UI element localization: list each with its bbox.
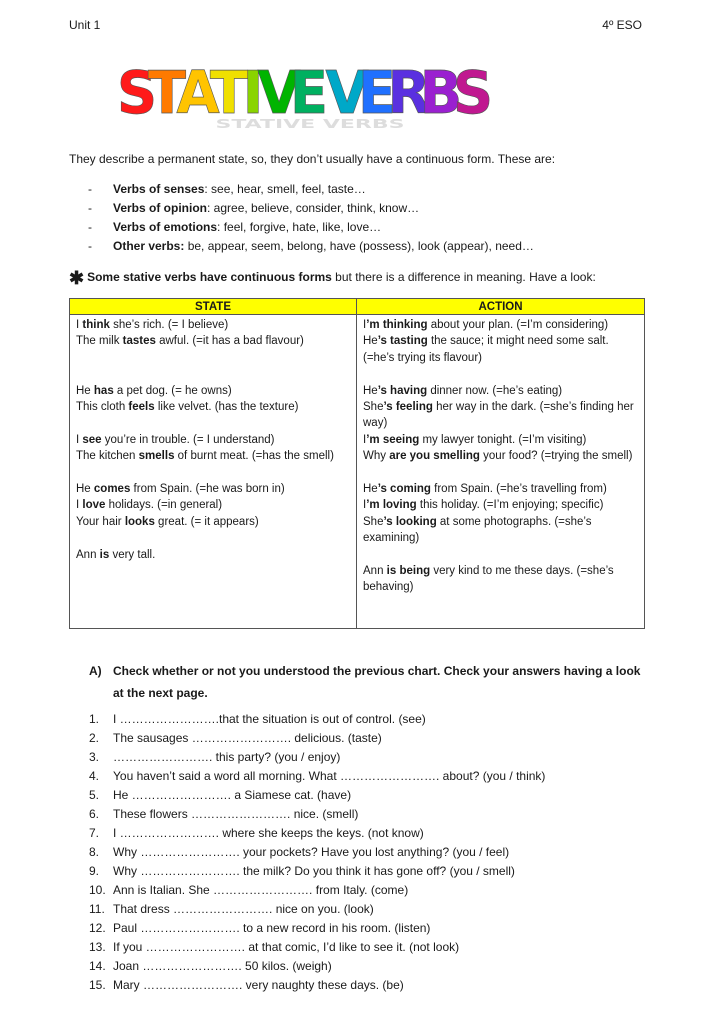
exercise-label: A) — [89, 664, 102, 678]
table-gap — [76, 366, 350, 382]
sentence-verb: are you smelling — [389, 450, 480, 463]
table-sentence — [363, 563, 638, 596]
sentence-verb: ’s having — [377, 384, 428, 397]
sentence-start: I — [76, 499, 83, 512]
sentence-start: I — [76, 433, 83, 446]
table-sentence — [76, 481, 350, 497]
sentence-verb: is — [99, 548, 110, 561]
exercise-item — [89, 900, 545, 919]
sentence-verb: ’s looking — [383, 515, 437, 528]
sentence-start: Your hair — [76, 515, 125, 528]
title-letter: E — [289, 58, 329, 128]
note-text — [69, 268, 669, 289]
sentence-end: she’s rich. (= I believe) — [109, 319, 229, 331]
state-column — [70, 315, 357, 629]
sentence-start: Ann — [76, 548, 100, 561]
sentence-verb: think — [82, 319, 110, 331]
exercise-number: 14. — [89, 959, 106, 973]
category-label: Verbs of senses — [113, 182, 205, 196]
sentence-end: great. (= it appears) — [154, 515, 259, 528]
exercise-item — [89, 767, 545, 786]
exercise-number: 9. — [89, 864, 100, 878]
intro-text: They describe a permanent state, so, they don’t usually have a continuous form. These are: — [69, 152, 556, 166]
sentence-start: She — [363, 401, 384, 414]
sentence-start: The kitchen — [76, 450, 139, 463]
table-gap — [363, 547, 638, 563]
exercise-sentence: He ……………………. a Siamese cat. (have) — [113, 788, 352, 802]
exercise-sentence: Why ……………………. your pockets? Have you lost anything? (you / feel) — [113, 845, 510, 859]
title-letter: A — [176, 58, 220, 128]
exercise-instruction: Check whether or not you understood the previous chart. Check your answers having a look at the next page. — [113, 664, 641, 700]
sentence-end: very kind to me these days. (=she’s behaving) — [363, 565, 614, 594]
exercise-number: 7. — [89, 826, 100, 840]
sentence-verb: feels — [128, 401, 155, 413]
title-letter: T — [147, 58, 187, 128]
table-sentence — [76, 432, 350, 448]
exercise-sentence: ……………………. this party? (you / enjoy) — [113, 750, 341, 764]
sentence-end: holidays. (=in general) — [105, 499, 223, 512]
category-verbs: : feel, forgive, hate, like, love… — [217, 220, 382, 234]
table-sentence — [76, 448, 350, 464]
exercise-list — [89, 710, 545, 995]
exercise-sentence: If you ……………………. at that comic, I’d like to see it. (not look) — [113, 940, 460, 954]
sentence-start: He — [76, 483, 94, 495]
exercise-sentence: These flowers ……………………. nice. (smell) — [113, 807, 359, 821]
page-title — [95, 52, 525, 132]
table-sentence — [363, 497, 638, 513]
table-sentence — [76, 547, 350, 563]
sentence-start: He — [363, 384, 378, 397]
category-item — [88, 218, 534, 237]
table-gap — [76, 530, 350, 546]
sentence-end: of burnt meat. (=has the smell) — [174, 450, 334, 463]
sentence-end: like velvet. (has the texture) — [154, 401, 299, 413]
exercise-sentence: Joan ……………………. 50 kilos. (weigh) — [113, 959, 332, 973]
table-gap — [76, 350, 350, 366]
table-sentence — [76, 333, 350, 349]
title-letter: S — [452, 58, 494, 128]
sentence-end: awful. (=it has a bad flavour) — [155, 335, 304, 348]
exercise-sentence: The sausages ……………………. delicious. (taste) — [113, 731, 382, 745]
exercise-item — [89, 824, 545, 843]
exercise-item — [89, 805, 545, 824]
sentence-verb: ’m thinking — [366, 319, 428, 331]
sentence-end: a pet dog. (= he owns) — [113, 384, 232, 397]
title-shadow: STATIVE VERBS — [215, 117, 405, 132]
sentence-start: I — [363, 433, 367, 446]
sentence-start: He — [363, 335, 378, 348]
sentence-verb: ’s tasting — [377, 335, 428, 348]
table-sentence — [76, 317, 350, 333]
sentence-start: Why — [363, 450, 390, 463]
bullet-dash: - — [88, 220, 92, 234]
exercise-item — [89, 862, 545, 881]
exercise-number: 12. — [89, 921, 106, 935]
sentence-start: The milk — [76, 335, 123, 348]
exercise-sentence: That dress ……………………. nice on you. (look) — [113, 902, 374, 916]
title-wordart — [95, 52, 525, 132]
table-sentence — [363, 333, 638, 366]
exercise-number: 15. — [89, 978, 106, 992]
table-header-row — [70, 299, 645, 315]
category-label: Other verbs: — [113, 239, 185, 253]
header-level: 4º ESO — [602, 18, 642, 32]
title-letter: I — [242, 58, 264, 128]
exercise-number: 3. — [89, 750, 100, 764]
sentence-end: very tall. — [109, 548, 156, 561]
exercise-number: 13. — [89, 940, 106, 954]
table-gap — [76, 415, 350, 431]
sentence-start: He — [76, 384, 94, 397]
exercise-sentence: I …………………….that the situation is out of control. (see) — [113, 712, 426, 726]
table-sentence — [76, 514, 350, 530]
table-sentence — [76, 383, 350, 399]
sentence-verb: ’m loving — [366, 499, 417, 512]
bullet-dash: - — [88, 182, 92, 196]
table-body-row — [70, 315, 645, 629]
title-letter: T — [209, 58, 249, 128]
exercise-number: 1. — [89, 712, 100, 726]
sentence-end: her way in the dark. (=she’s finding her way) — [363, 401, 634, 430]
table-sentence — [76, 399, 350, 415]
sentence-end: dinner now. (=he’s eating) — [427, 384, 563, 397]
sentence-start: Ann — [363, 565, 387, 578]
stative-verbs-table — [69, 298, 645, 629]
exercise-number: 6. — [89, 807, 100, 821]
exercise-number: 5. — [89, 788, 100, 802]
exercise-item — [89, 881, 545, 900]
action-column — [357, 315, 645, 629]
sentence-verb: smells — [138, 450, 175, 463]
note-rest: but there is a difference in meaning. Have a look: — [331, 270, 596, 284]
table-sentence — [363, 481, 638, 497]
exercise-sentence: You haven’t said a word all morning. What ……………………. about? (you / think) — [113, 769, 546, 783]
category-item — [88, 237, 534, 256]
exercise-item — [89, 843, 545, 862]
sentence-start: I — [363, 319, 367, 331]
table-header-state: STATE — [70, 299, 357, 315]
sentence-verb: love — [82, 499, 106, 512]
exercise-item — [89, 748, 545, 767]
header-unit: Unit 1 — [69, 18, 101, 32]
sentence-verb: ’s feeling — [383, 401, 433, 414]
category-label: Verbs of opinion — [113, 201, 208, 215]
title-letter: R — [387, 58, 431, 128]
sentence-verb: ’m seeing — [366, 433, 420, 446]
table-sentence — [363, 448, 638, 464]
exercise-number: 8. — [89, 845, 100, 859]
table-sentence — [363, 317, 638, 333]
exercise-item — [89, 976, 545, 995]
exercise-number: 4. — [89, 769, 100, 783]
sentence-verb: comes — [93, 483, 131, 495]
sentence-end: at some photographs. (=she’s examining) — [363, 515, 592, 545]
exercise-a-heading — [89, 660, 649, 704]
sentence-start: I — [363, 499, 367, 512]
sentence-end: you’re in trouble. (= I understand) — [101, 433, 275, 446]
title-letter: S — [116, 58, 158, 128]
table-sentence — [363, 432, 638, 448]
bullet-dash: - — [88, 201, 92, 215]
sentence-verb: looks — [124, 515, 155, 528]
title-letter: B — [419, 58, 463, 128]
sentence-verb: has — [93, 384, 114, 397]
exercise-number: 10. — [89, 883, 106, 897]
sentence-end: the sauce; it might need some salt. (=he’s trying its flavour) — [363, 335, 609, 364]
title-letter: E — [357, 58, 397, 128]
category-item — [88, 199, 534, 218]
sentence-verb: tastes — [122, 335, 156, 348]
exercise-item — [89, 957, 545, 976]
exercise-sentence: I ……………………. where she keeps the keys. (not know) — [113, 826, 424, 840]
exercise-item — [89, 938, 545, 957]
note-bold: Some stative verbs have continuous forms — [87, 270, 332, 284]
title-letter: V — [325, 58, 369, 128]
sentence-end: my lawyer tonight. (=I’m visiting) — [419, 433, 587, 446]
table-header-action: ACTION — [357, 299, 645, 315]
sentence-start: I — [76, 319, 83, 331]
sentence-verb: ’s coming — [377, 483, 431, 496]
category-item — [88, 180, 534, 199]
title-letter: V — [257, 58, 301, 128]
exercise-sentence: Mary ……………………. very naughty these days. (be) — [113, 978, 404, 992]
exercise-item — [89, 919, 545, 938]
table-sentence — [363, 399, 638, 432]
sentence-end: this holiday. (=I’m enjoying; specific) — [416, 499, 604, 512]
sentence-verb: see — [82, 433, 102, 446]
category-label: Verbs of emotions — [113, 220, 218, 234]
exercise-number: 11. — [89, 902, 105, 916]
table-gap — [363, 366, 638, 382]
sentence-end: from Spain. (=he was born in) — [130, 483, 285, 495]
sentence-start: She — [363, 515, 384, 528]
category-list — [88, 180, 534, 256]
exercise-item — [89, 729, 545, 748]
exercise-item — [89, 786, 545, 805]
table-sentence — [363, 383, 638, 399]
category-verbs: be, appear, seem, belong, have (possess), look (appear), need… — [184, 239, 534, 253]
exercise-item — [89, 710, 545, 729]
exercise-sentence: Ann is Italian. She ……………………. from Italy. (come) — [113, 883, 409, 897]
sentence-start: He — [363, 483, 378, 496]
sentence-end: your food? (=trying the smell) — [479, 450, 633, 463]
sentence-start: This cloth — [76, 401, 129, 413]
category-verbs: : agree, believe, consider, think, know… — [207, 201, 420, 215]
sentence-end: about your plan. (=I’m considering) — [427, 319, 609, 331]
table-sentence — [76, 497, 350, 513]
bullet-dash: - — [88, 239, 92, 253]
table-gap — [363, 465, 638, 481]
exercise-sentence: Paul ……………………. to a new record in his room. (listen) — [113, 921, 431, 935]
category-verbs: : see, hear, smell, feel, taste… — [204, 182, 366, 196]
sentence-verb: is being — [386, 565, 431, 578]
table-gap — [76, 465, 350, 481]
exercise-sentence: Why ……………………. the milk? Do you think it has gone off? (you / smell) — [113, 864, 515, 878]
exercise-number: 2. — [89, 731, 100, 745]
asterisk-icon: ✱ — [69, 268, 85, 288]
sentence-end: from Spain. (=he’s travelling from) — [430, 483, 607, 496]
table-sentence — [363, 514, 638, 547]
